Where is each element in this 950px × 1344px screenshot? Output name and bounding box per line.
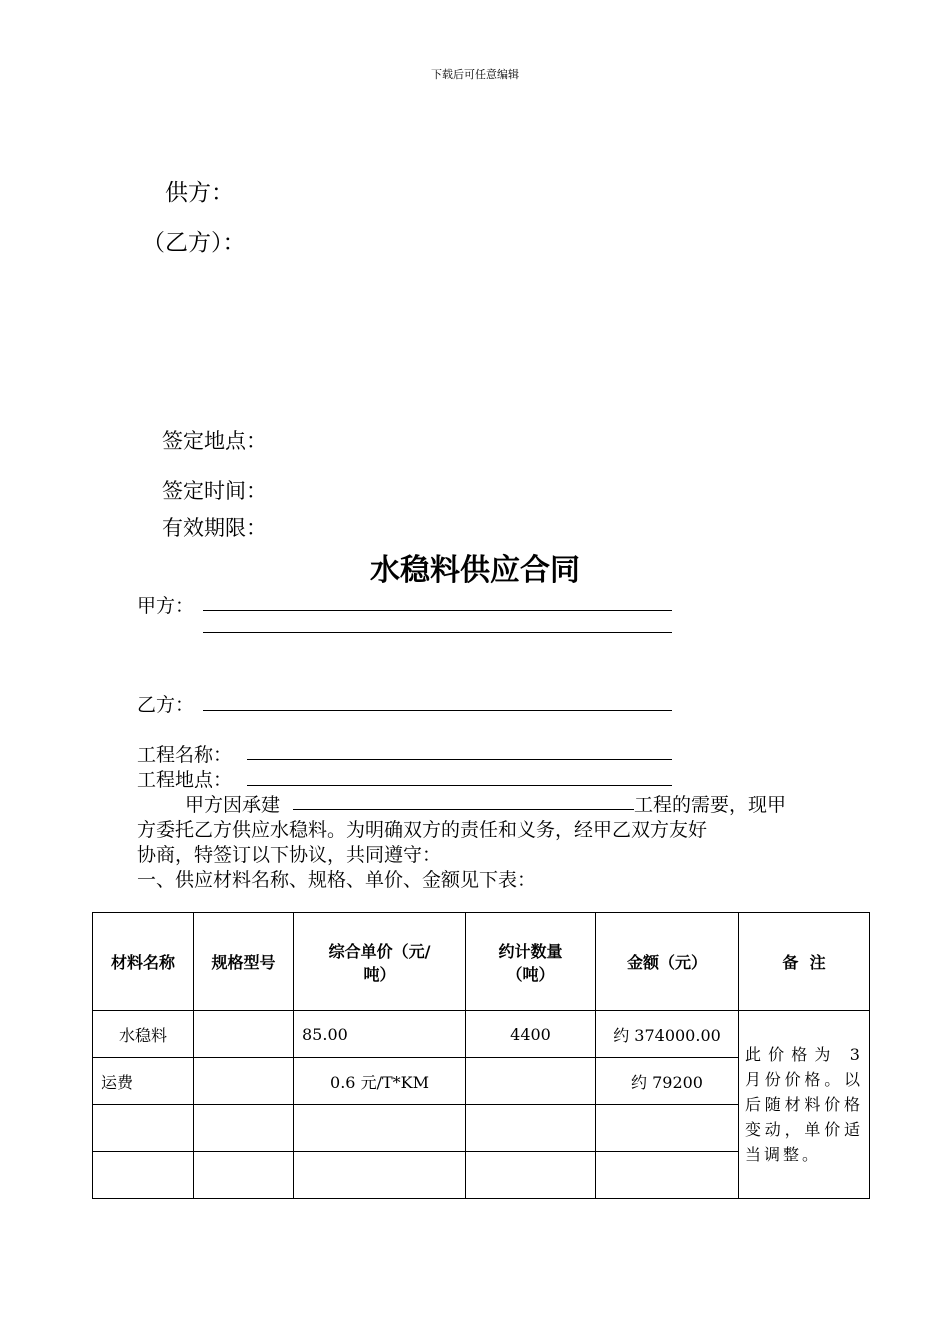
supplier-label: 供方： [165, 180, 234, 206]
cell-spec [194, 1105, 294, 1152]
party-a-blank-line-2 [203, 632, 672, 633]
cell-unit-price [294, 1105, 466, 1152]
cell-amount [596, 1152, 739, 1199]
cell-quantity [466, 1058, 596, 1105]
table-header-row [93, 913, 870, 1011]
project-name-label: 工程名称： [137, 744, 233, 766]
cell-spec [194, 1011, 294, 1058]
cell-unit-price [294, 1152, 466, 1199]
party-a-label: 甲方： [137, 595, 195, 617]
cell-amount: 约 374000.00 [596, 1011, 739, 1058]
validity-label: 有效期限： [162, 516, 267, 540]
header-material-name: 材料名称 [93, 913, 194, 1011]
contract-title: 水稳料供应合同 [370, 553, 580, 588]
materials-table [92, 912, 870, 1199]
cell-spec [194, 1058, 294, 1105]
party-b-blank-line [203, 710, 672, 711]
header-remark: 备 注 [739, 913, 870, 1011]
para-start: 甲方因承建 [185, 794, 281, 816]
cell-material: 水稳料 [93, 1011, 194, 1058]
cell-quantity [466, 1105, 596, 1152]
party-a-blank-line [203, 610, 672, 611]
cell-spec [194, 1152, 294, 1199]
cell-unit-price: 85.00 [294, 1011, 466, 1058]
project-name-blank-line [247, 759, 672, 760]
sign-time-label: 签定时间： [162, 479, 267, 503]
cell-amount [596, 1105, 739, 1152]
cell-quantity [466, 1152, 596, 1199]
section-1-heading: 一、供应材料名称、规格、单价、金额见下表： [137, 869, 537, 891]
para-line-3: 协商，特签订以下协议，共同遵守： [137, 844, 442, 866]
cell-material [93, 1152, 194, 1199]
party-b-cover-label: （乙方）： [142, 230, 246, 256]
cell-unit-price: 0.6 元/T*KM [294, 1058, 466, 1105]
header-spec-model: 规格型号 [194, 913, 294, 1011]
table-row [93, 1011, 870, 1058]
cell-material [93, 1105, 194, 1152]
header-amount: 金额（元） [596, 913, 739, 1011]
project-blank-line [293, 809, 634, 810]
cell-material: 运费 [93, 1058, 194, 1105]
project-site-blank-line [247, 785, 672, 786]
para-line-2: 方委托乙方供应水稳料。为明确双方的责任和义务，经甲乙双方友好 [137, 819, 708, 841]
cell-quantity: 4400 [466, 1011, 596, 1058]
sign-place-label: 签定地点： [162, 429, 267, 453]
para-end: 工程的需要，现甲 [634, 794, 787, 816]
project-site-label: 工程地点： [137, 769, 233, 791]
header-unit-price: 综合单价（元/吨） [294, 913, 466, 1011]
party-b-label: 乙方： [137, 694, 195, 716]
header-quantity: 约计数量（吨） [466, 913, 596, 1011]
cell-amount: 约 79200 [596, 1058, 739, 1105]
cell-remark: 此价格为 3 月份价格。以后随材料价格变动，单价适当调整。 [739, 1011, 870, 1199]
header-note: 下载后可任意编辑 [431, 68, 519, 81]
